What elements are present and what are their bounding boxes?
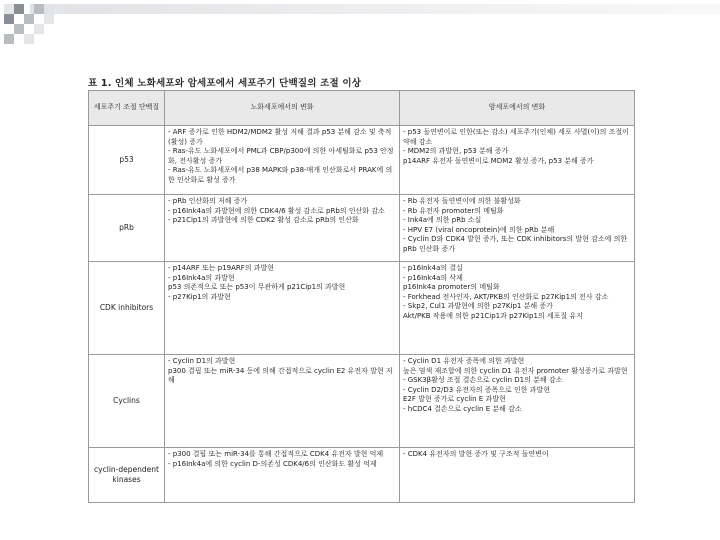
table-row [89, 126, 635, 195]
cell-line: - p16Ink4a의 과발현에 의한 CDK4/6 활성 감소로 pRb의 인산화 감소 [168, 206, 385, 215]
senescence-cell [165, 126, 400, 195]
cell-line: - Cyclin D2/D3 유전자의 증폭으로 인한 과발현 [403, 385, 551, 394]
cell-line: - MDM2의 과발현, p53 분해 증가 [403, 147, 509, 156]
senescence-cell [165, 195, 400, 262]
cell-line: E2F 발현 증가로 cyclin E 과발현 [403, 395, 506, 404]
cell-line: - Cyclin D와 CDK4 발현 증가, 또는 CDK inhibitors의 발현 감소에 의한 pRb 인산화 증가 [403, 235, 628, 253]
cell-line: - Rb 유전자 promoter의 메틸화 [403, 206, 504, 215]
table-title: 표 1. 인체 노화세포와 암세포에서 세포주기 단백질의 조절 이상 [88, 78, 362, 89]
table-row [89, 262, 635, 355]
table-header-row [89, 91, 635, 126]
cell-line: 높은 염색 재조합에 의한 cyclin D1 유전자 promoter 활성증가로 과발현 [403, 366, 628, 375]
cancer-cell [400, 195, 635, 262]
cell-line: - Cyclin D1 유전자 증폭에 의한 과발현 [403, 357, 525, 365]
table-row [89, 195, 635, 262]
cancer-cell [400, 448, 635, 503]
cell-line: - p14ARF 또는 p19ARF의 과발현 [168, 264, 275, 272]
cell-line: - GSK3β활성 조절 결손으로 cyclin D1의 분해 감소 [403, 376, 563, 385]
senescence-cell [165, 448, 400, 503]
cell-line: - Ink4a에 의한 pRb 소실 [403, 216, 482, 225]
row-label: pRb [89, 195, 165, 262]
header-senescence: 노화세포에서의 변화 [165, 91, 400, 126]
cell-line: - p16Ink4a의 과발현 [168, 273, 235, 282]
row-label: Cyclins [89, 355, 165, 448]
cell-line: - p16Ink4a의 결실 [403, 264, 463, 272]
cell-line: - p16Ink4a에 의한 cyclin D-의존성 CDK4/6의 인산화도 활성 억제 [168, 459, 377, 468]
cancer-cell [400, 126, 635, 195]
header-decoration-squares [4, 4, 74, 44]
cell-line: p16Ink4a promoter의 메틸화 [403, 283, 500, 292]
cell-line: - CDK4 유전자의 발현 증가 및 구조적 돌연변이 [403, 450, 549, 458]
cell-line: - Cyclin D1의 과발현 [168, 357, 236, 365]
cell-line: - p53 돌연변이로 인한(또는 감소) 세포주기(인체) 세포 사멸(이)의 조절이 약해 감소 [403, 128, 629, 146]
header-decoration-bar [30, 4, 720, 14]
cell-line: - HPV E7 (viral oncoprotein)에 의한 pRb 분해 [403, 225, 555, 234]
cell-line: - p300 결핍 또는 miR-34를 통해 간접적으로 CDK4 유전자 발현 억제 [168, 450, 384, 458]
table-row [89, 448, 635, 503]
cell-line: p14ARF 유전자 돌연변이로 MDM2 활성 증가, p53 분해 증가 [403, 156, 594, 165]
row-label: cyclin-dependent kinases [89, 448, 165, 503]
header-protein: 세포주기 조절 단백질 [89, 91, 165, 126]
cell-line: Akt/PKB 작용에 의한 p21Cip1과 p27Kip1의 세포질 유지 [403, 311, 583, 320]
cell-cycle-table [88, 90, 635, 503]
cell-line: - Forkhead 전사인자, AKT/PKB의 인산화로 p27Kip1의 전사 감소 [403, 292, 609, 301]
row-label: p53 [89, 126, 165, 195]
cell-line: - Ras-유도 노화세포에서 p38 MAPK와 p38-매개 인산화로서 PRAK에 의한 인산화로 활성 증가 [168, 166, 393, 184]
table-row [89, 355, 635, 448]
cell-line: - pRb 인산화의 저해 증가 [168, 197, 248, 205]
cell-line: - Ras-유도 노화세포에서 PML과 CBP/p300에 의한 아세틸화로 p53 안정화, 전사활성 증가 [168, 147, 394, 165]
senescence-cell [165, 262, 400, 355]
senescence-cell [165, 355, 400, 448]
cell-line: - hCDC4 결손으로 cyclin E 분해 감소 [403, 404, 522, 413]
cell-line: - p21Cip1의 과발현에 의한 CDK2 활성 감소로 pRb의 인산화 [168, 216, 359, 225]
cell-line: - ARF 증가로 인한 HDM2/MDM2 활성 저해 결과 p53 분해 감소 및 축적(활성) 증가 [168, 128, 392, 146]
cell-line: - p27Kip1의 과발현 [168, 292, 231, 301]
row-label: CDK inhibitors [89, 262, 165, 355]
cell-line: p300 결핍 또는 miR-34 등에 의해 간접적으로 cyclin E2 유전자 발현 저해 [168, 366, 393, 385]
cell-line: - Skp2, Cul1 과발현에 의한 p27Kip1 분해 증가 [403, 302, 553, 311]
cancer-cell [400, 262, 635, 355]
header-cancer: 암세포에서의 변화 [400, 91, 635, 126]
cell-line: - p16Ink4a의 삭제 [403, 273, 463, 282]
cancer-cell [400, 355, 635, 448]
cell-line: p53 의존적으로 또는 p53이 무관하게 p21Cip1의 과발현 [168, 283, 346, 292]
cell-line: - Rb 유전자 돌연변이에 의한 불활성화 [403, 197, 521, 205]
